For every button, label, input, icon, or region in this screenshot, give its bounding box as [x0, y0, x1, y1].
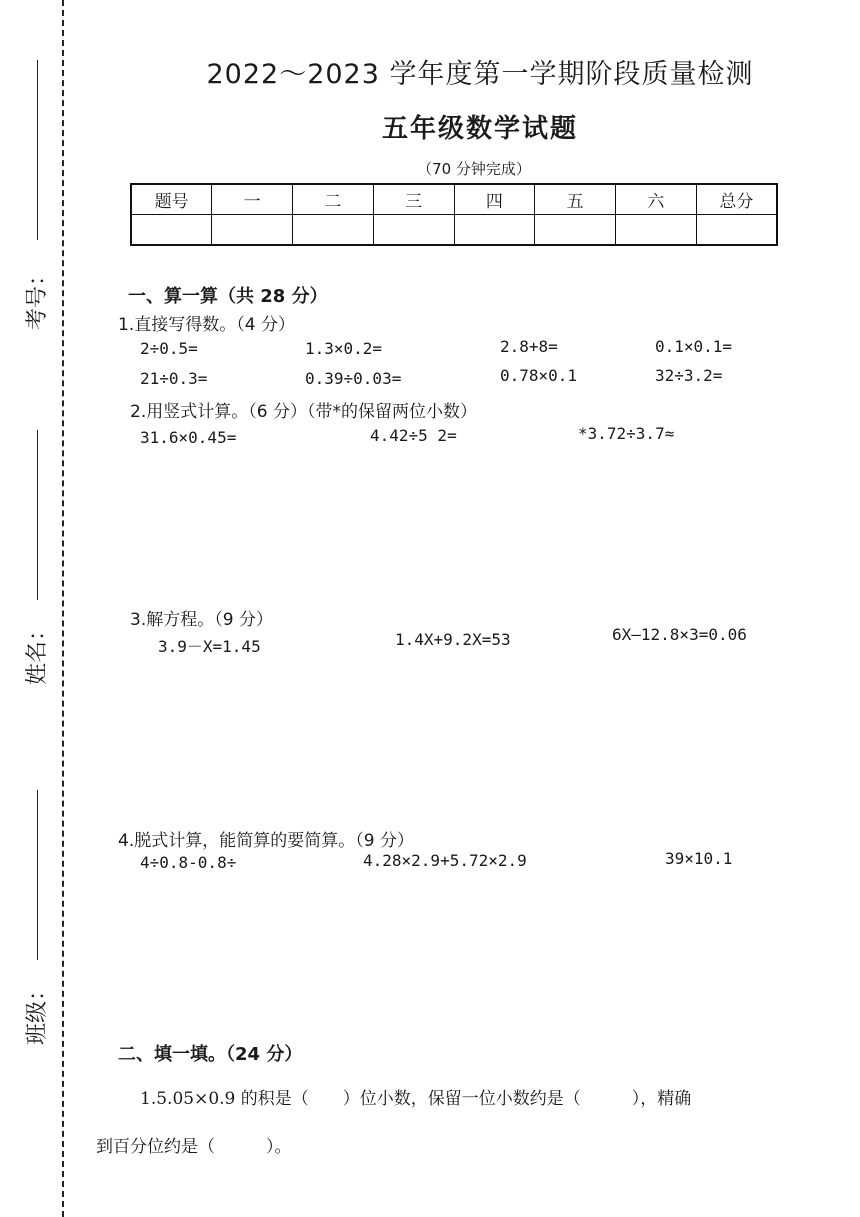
q1-item: 0.78×0.1	[500, 366, 578, 385]
q4-item: 4÷0.8-0.8÷	[140, 853, 237, 872]
q1-item: 0.1×0.1=	[655, 337, 733, 356]
q1-item: 2÷0.5=	[140, 339, 198, 358]
q3-item: 3.9－X=1.45	[158, 637, 261, 656]
score-header-cell: 三	[373, 184, 454, 215]
score-cell[interactable]	[535, 215, 616, 246]
score-header-cell: 五	[535, 184, 616, 215]
exam-subtitle: 五年级数学试题	[381, 114, 578, 144]
q2-item: *3.72÷3.7≈	[578, 424, 675, 443]
score-cell[interactable]	[616, 215, 697, 246]
q1-item: 1.3×0.2=	[305, 339, 383, 358]
class-blank[interactable]	[37, 790, 38, 960]
q2-item: 4.42÷5 2=	[370, 426, 457, 445]
score-cell[interactable]	[131, 215, 212, 246]
score-value-row	[131, 215, 777, 246]
score-header-row	[131, 184, 777, 215]
q1-label: 1.直接写得数。（4 分）	[118, 315, 295, 335]
section2-q1-line2: 到百分位约是（ ）。	[96, 1137, 292, 1157]
q3-item: 6X—12.8×3=0.06	[612, 625, 747, 644]
score-table	[130, 183, 778, 246]
score-cell[interactable]	[212, 215, 293, 246]
score-cell[interactable]	[373, 215, 454, 246]
q1-item: 0.39÷0.03=	[305, 369, 402, 388]
exam-no-label: 考号：	[25, 263, 50, 330]
time-note: （70 分钟完成）	[417, 160, 531, 178]
section2-heading: 二、填一填。（24 分）	[118, 1044, 303, 1065]
score-header-cell: 六	[616, 184, 697, 215]
score-cell[interactable]	[696, 215, 777, 246]
section2-q1-line1: 1.5.05×0.9 的积是（ ）位小数，保留一位小数约是（ ），精确	[140, 1089, 692, 1109]
q4-item: 39×10.1	[665, 849, 733, 868]
name-blank[interactable]	[37, 430, 38, 600]
q2-item: 31.6×0.45=	[140, 428, 237, 447]
exam-title: 2022～2023 学年度第一学期阶段质量检测	[206, 59, 754, 90]
q1-item: 32÷3.2=	[655, 366, 723, 385]
q4-label: 4.脱式计算，能简算的要简算。（9 分）	[118, 831, 414, 851]
q4-item: 4.28×2.9+5.72×2.9	[363, 851, 527, 870]
q3-label: 3.解方程。（9 分）	[130, 610, 273, 630]
binding-cut-line	[62, 0, 64, 1217]
q1-item: 21÷0.3=	[140, 369, 208, 388]
score-header-cell: 二	[293, 184, 374, 215]
name-label: 姓名：	[25, 618, 50, 685]
q1-item: 2.8+8=	[500, 337, 558, 356]
score-cell[interactable]	[454, 215, 535, 246]
score-cell[interactable]	[293, 215, 374, 246]
score-header-cell: 题号	[131, 184, 212, 215]
score-header-cell: 总分	[696, 184, 777, 215]
class-label: 班级：	[25, 978, 50, 1045]
score-header-cell: 四	[454, 184, 535, 215]
q2-label: 2.用竖式计算。（6 分）（带*的保留两位小数）	[130, 402, 477, 422]
section1-heading: 一、算一算（共 28 分）	[128, 286, 328, 307]
score-header-cell: 一	[212, 184, 293, 215]
q3-item: 1.4X+9.2X=53	[395, 630, 511, 649]
